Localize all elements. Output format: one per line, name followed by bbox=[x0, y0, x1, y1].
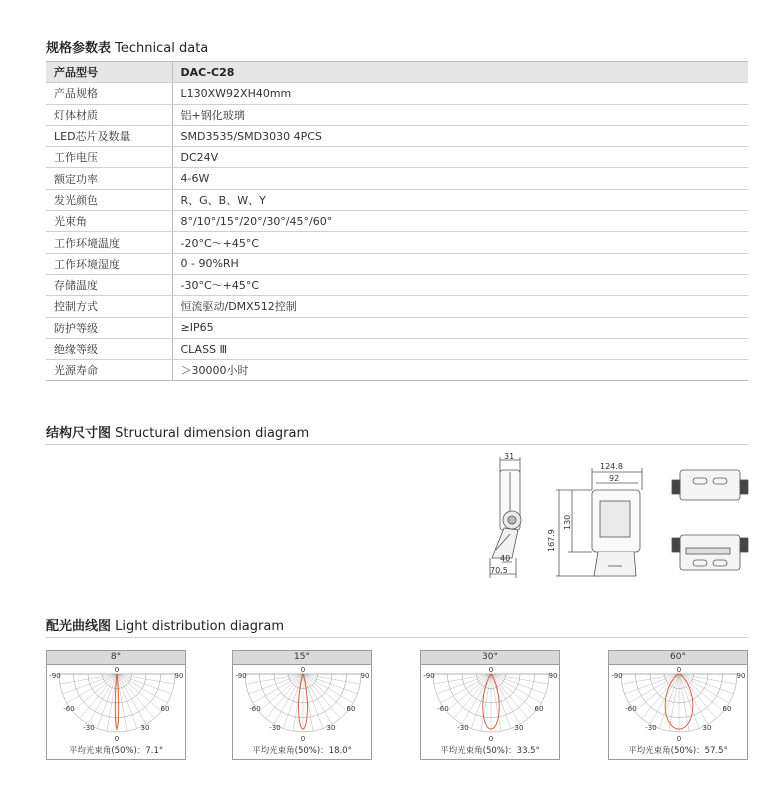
axis-label-0: 0 bbox=[300, 735, 306, 743]
axis-label-90: 90 bbox=[360, 672, 370, 680]
spec-value: 0 - 90%RH bbox=[172, 253, 748, 274]
table-row bbox=[46, 211, 748, 232]
light-diagram-30 bbox=[420, 650, 560, 760]
spec-value: ≥IP65 bbox=[172, 317, 748, 338]
diagram-angle-label: 8° bbox=[47, 651, 185, 665]
axis-label-60: 60 bbox=[160, 705, 170, 713]
axis-label-90: 90 bbox=[548, 672, 558, 680]
light-section-title bbox=[46, 615, 284, 634]
table-row bbox=[46, 104, 748, 125]
polar-grid bbox=[433, 674, 549, 732]
axis-label-top-0: 0 bbox=[488, 666, 494, 674]
spec-value: L130XW92XH40mm bbox=[172, 83, 748, 104]
polar-grid bbox=[621, 674, 737, 732]
polar-plot bbox=[421, 666, 561, 744]
axis-label-neg60: -60 bbox=[437, 705, 449, 713]
spec-key: 存储温度 bbox=[46, 274, 172, 295]
dim-label-40: 40 bbox=[500, 554, 511, 563]
axis-label-60: 60 bbox=[346, 705, 356, 713]
top-view-lower bbox=[672, 535, 748, 570]
table-row bbox=[46, 317, 748, 338]
divider bbox=[46, 637, 748, 638]
table-row bbox=[46, 189, 748, 210]
table-row bbox=[46, 338, 748, 359]
axis-label-0: 0 bbox=[114, 735, 120, 743]
dim-label-124.8: 124.8 bbox=[600, 462, 623, 471]
table-row bbox=[46, 168, 748, 189]
table-row bbox=[46, 62, 748, 83]
axis-label-neg90: -90 bbox=[423, 672, 435, 680]
axis-label-90: 90 bbox=[736, 672, 746, 680]
spec-value: -30°C～+45°C bbox=[172, 274, 748, 295]
spec-value: DC24V bbox=[172, 147, 748, 168]
spec-value: 8°/10°/15°/20°/30°/45°/60° bbox=[172, 211, 748, 232]
dim-label-167.9: 167.9 bbox=[547, 529, 556, 552]
spec-key: 工作电压 bbox=[46, 147, 172, 168]
beam-angle-caption: 平均光束角(50%)：33.5° bbox=[440, 746, 540, 756]
spec-value: 4-6W bbox=[172, 168, 748, 189]
spec-title-cn: 规格参数表 bbox=[46, 41, 112, 56]
axis-label-top-0: 0 bbox=[676, 666, 682, 674]
axis-label-neg90: -90 bbox=[235, 672, 247, 680]
axis-label-neg30: -30 bbox=[269, 724, 281, 732]
side-view bbox=[490, 452, 521, 578]
spec-value: -20°C～+45°C bbox=[172, 232, 748, 253]
axis-label-0: 0 bbox=[676, 735, 682, 743]
beam-angle-caption: 平均光束角(50%)：7.1° bbox=[68, 746, 164, 756]
light-title-cn: 配光曲线图 bbox=[46, 619, 112, 634]
spec-key: LED芯片及数量 bbox=[46, 125, 172, 146]
axis-label-top-0: 0 bbox=[114, 666, 120, 674]
axis-label-0: 0 bbox=[488, 735, 494, 743]
spec-key: 发光颜色 bbox=[46, 189, 172, 210]
spec-key: 光源寿命 bbox=[46, 360, 172, 381]
spec-key: 绝缘等级 bbox=[46, 338, 172, 359]
spec-section-title bbox=[46, 37, 208, 56]
spec-title-en: Technical data bbox=[115, 41, 209, 56]
axis-label-neg60: -60 bbox=[63, 705, 75, 713]
table-row bbox=[46, 360, 748, 381]
spec-key: 灯体材质 bbox=[46, 104, 172, 125]
axis-label-neg60: -60 bbox=[625, 705, 637, 713]
table-row bbox=[46, 274, 748, 295]
table-row bbox=[46, 147, 748, 168]
table-row bbox=[46, 253, 748, 274]
axis-label-neg90: -90 bbox=[611, 672, 623, 680]
polar-grid bbox=[59, 674, 175, 732]
divider bbox=[46, 444, 748, 445]
dim-label-130: 130 bbox=[563, 514, 572, 530]
polar-grid bbox=[245, 674, 361, 732]
diagram-angle-label: 60° bbox=[609, 651, 747, 665]
axis-label-30: 30 bbox=[702, 724, 712, 732]
axis-label-60: 60 bbox=[534, 705, 544, 713]
spec-value: DAC-C28 bbox=[172, 62, 748, 83]
table-row bbox=[46, 125, 748, 146]
dim-label-92: 92 bbox=[609, 474, 620, 483]
spec-key: 产品型号 bbox=[46, 62, 172, 83]
dim-label-70.5: 70.5 bbox=[490, 566, 508, 575]
spec-key: 产品规格 bbox=[46, 83, 172, 104]
axis-label-neg90: -90 bbox=[49, 672, 61, 680]
dimension-title-cn: 结构尺寸图 bbox=[46, 426, 112, 441]
spec-value: 恒流驱动/DMX512控制 bbox=[172, 296, 748, 317]
spec-value: ＞30000小时 bbox=[172, 360, 748, 381]
table-row bbox=[46, 232, 748, 253]
table-row bbox=[46, 83, 748, 104]
light-title-en: Light distribution diagram bbox=[115, 619, 285, 634]
spec-key: 工作环境温度 bbox=[46, 232, 172, 253]
spec-value: SMD3535/SMD3030 4PCS bbox=[172, 125, 748, 146]
diagram-angle-label: 15° bbox=[233, 651, 371, 665]
light-diagram-8 bbox=[46, 650, 186, 760]
front-view bbox=[547, 462, 642, 576]
beam-angle-caption: 平均光束角(50%)：18.0° bbox=[252, 746, 352, 756]
spec-key: 光束角 bbox=[46, 211, 172, 232]
spec-key: 防护等级 bbox=[46, 317, 172, 338]
dimension-title-en: Structural dimension diagram bbox=[115, 426, 310, 441]
spec-value: 铝+钢化玻璃 bbox=[172, 104, 748, 125]
axis-label-90: 90 bbox=[174, 672, 184, 680]
dimension-diagram bbox=[460, 450, 760, 585]
spec-key: 控制方式 bbox=[46, 296, 172, 317]
top-view-upper bbox=[672, 470, 748, 500]
spec-table bbox=[46, 61, 748, 381]
spec-key: 额定功率 bbox=[46, 168, 172, 189]
dim-label-31: 31 bbox=[504, 452, 515, 461]
spec-value: CLASS Ⅲ bbox=[172, 338, 748, 359]
table-row bbox=[46, 296, 748, 317]
axis-label-top-0: 0 bbox=[300, 666, 306, 674]
polar-plot bbox=[47, 666, 187, 744]
axis-label-60: 60 bbox=[722, 705, 732, 713]
axis-label-neg30: -30 bbox=[645, 724, 657, 732]
diagram-angle-label: 30° bbox=[421, 651, 559, 665]
spec-value: R、G、B、W、Y bbox=[172, 189, 748, 210]
polar-plot bbox=[609, 666, 749, 744]
spec-key: 工作环境湿度 bbox=[46, 253, 172, 274]
light-diagram-60 bbox=[608, 650, 748, 760]
polar-plot bbox=[233, 666, 373, 744]
axis-label-neg30: -30 bbox=[457, 724, 469, 732]
axis-label-30: 30 bbox=[326, 724, 336, 732]
axis-label-30: 30 bbox=[514, 724, 524, 732]
beam-angle-caption: 平均光束角(50%)：57.5° bbox=[628, 746, 728, 756]
axis-label-30: 30 bbox=[140, 724, 150, 732]
axis-label-neg30: -30 bbox=[83, 724, 95, 732]
axis-label-neg60: -60 bbox=[249, 705, 261, 713]
dimension-section-title bbox=[46, 422, 309, 441]
light-diagram-15 bbox=[232, 650, 372, 760]
